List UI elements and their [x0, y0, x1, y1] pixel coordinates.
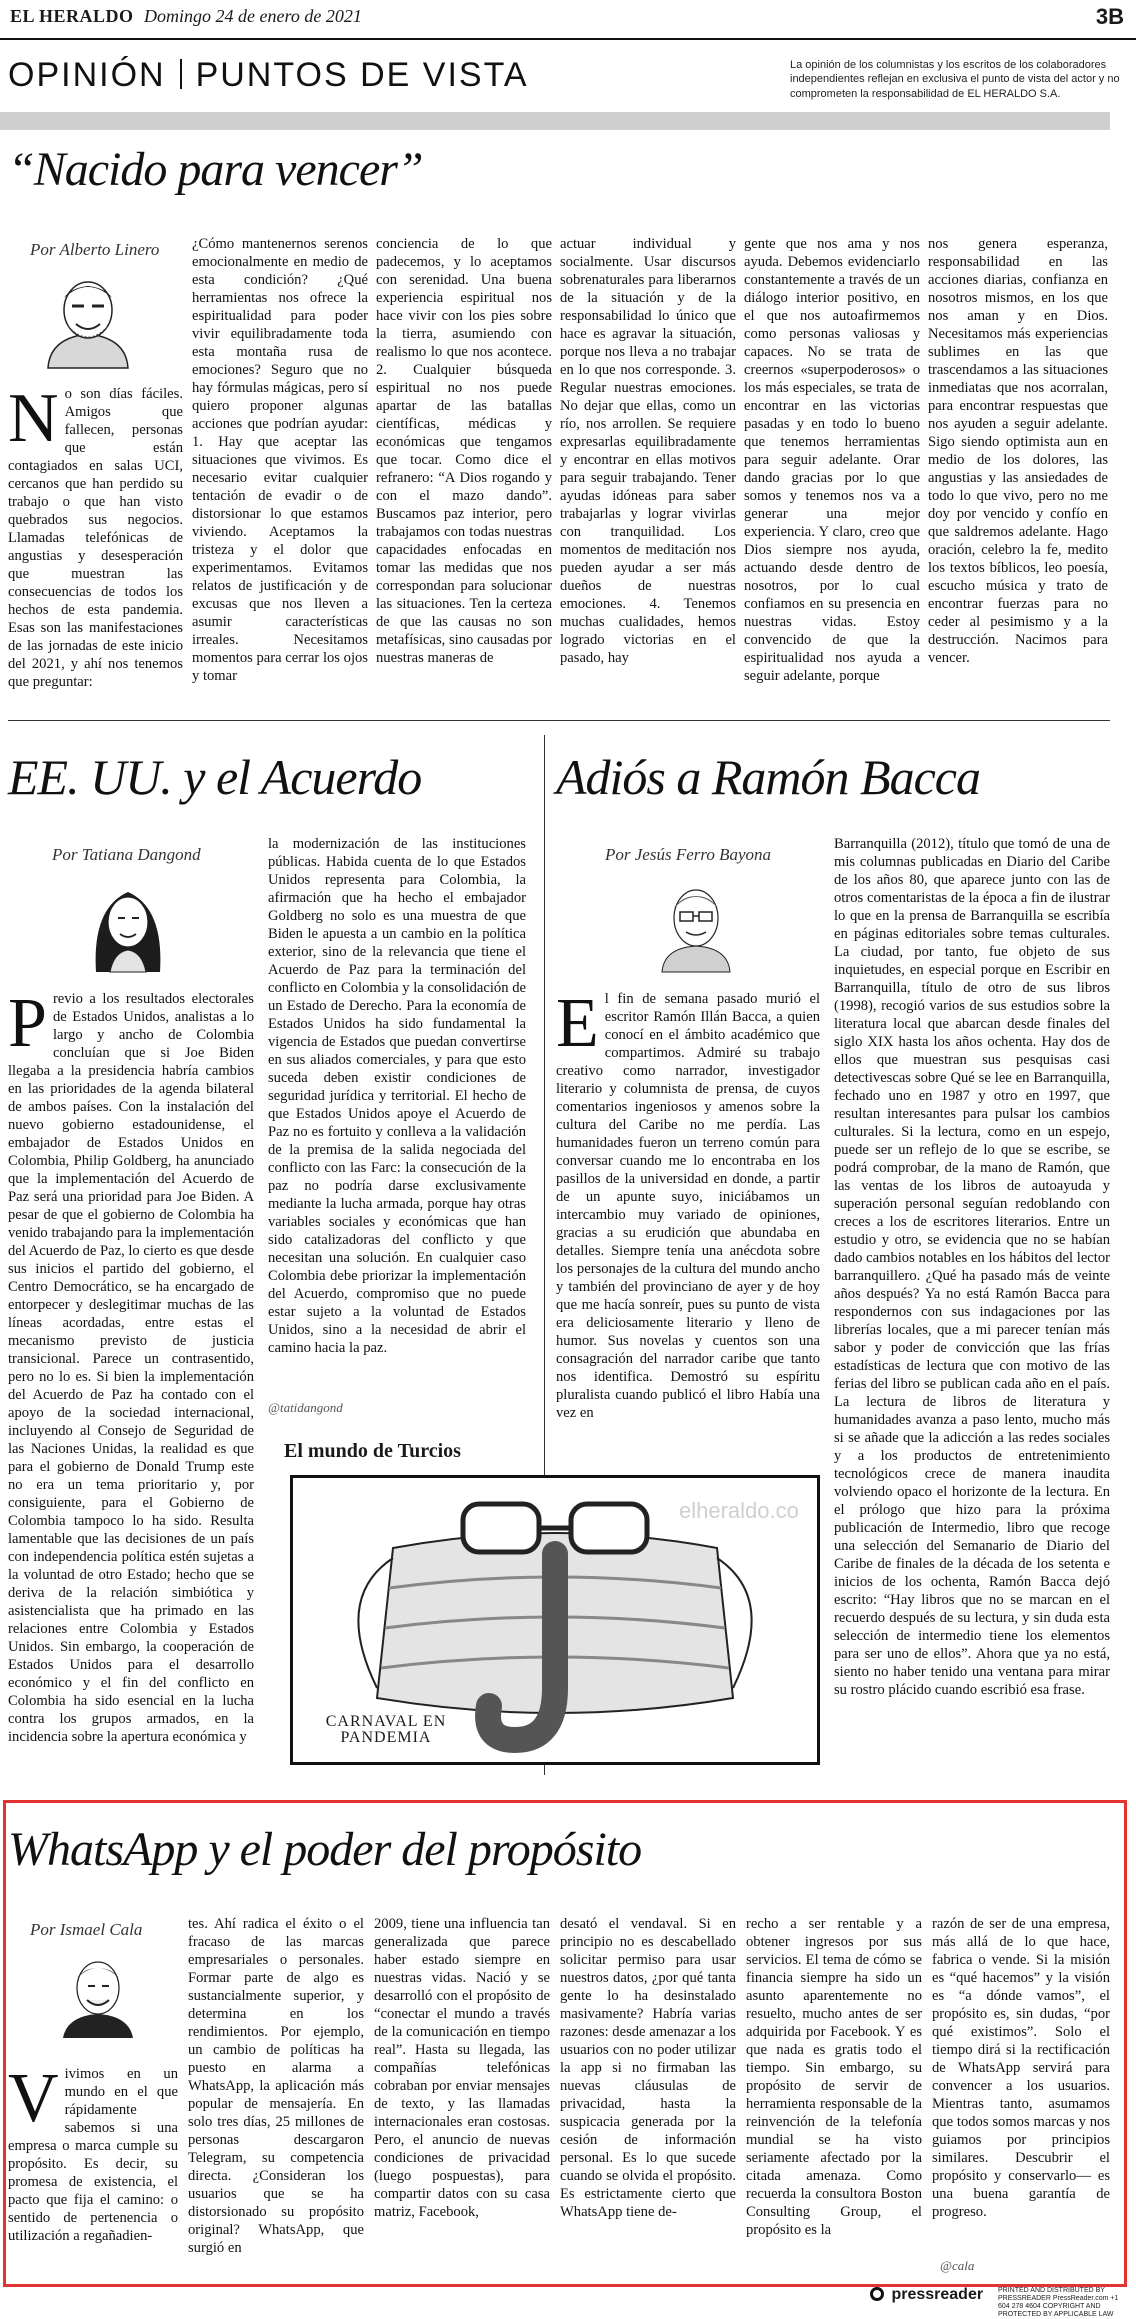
article4-col-5: recho a ser rentable y a obtener ingresos por sus servicios. El tema de cómo se financia siempre ha sido un asunto aparentemente no resuelto, mucho antes de ser adquirida por Facebook. Y es que nada es gratis todo el tiempo. Sin embargo, su propósito de servir de herramienta responsable de la reinvención de la telefonía mundial se ha visto seriamente afectado por la citada amenaza. Como recuerda la consultora Boston Consulting Group, el propósito es la: [746, 1916, 922, 2238]
article4-col-4: desató el vendaval. Si en principio no es descabellado solicitar permiso para usar nuestros datos, ¿por qué tanta gente lo ha desinstalado masivamente? Habría varias razones: desde amenazar a los usuarios con no poder utilizar la app si no firmaban las nuevas cláusulas de privacidad, hasta la suspicacia generada por la cesión de información personal. Es lo que sucede cuando se olvida el propósito. Es estrictamente cierto que WhatsApp tiene de-: [560, 1916, 736, 2220]
divider: [8, 720, 1110, 721]
article4-text: ivimos en un mundo en el que rápidamente sabemos si una empresa o marca cumple su propósito. Es decir, su promesa de existencia, el pacto que fija el camino: o sentido de pertenencia o utilización a regañadien-: [8, 2066, 178, 2244]
article3-col-2: Barranquilla (2012), título que tomó de una de mis columnas publicadas en Diario del Caribe de los años 80, que aparece junto con las de otros comentaristas de la época a fin de ilustrar lo que en la prensa de Barranquilla se escribía en páginas editoriales sobre temas culturales. La ciudad, por tanto, fue objeto de sus inquietudes, en especial porque en Escribir en Barranquilla, título de otro de sus libros (1998), recogió varios de sus estudios sobre la literatura local que abarcan desde finales del siglo XIX hasta los años ochenta. Hay dos de ellos que muestran sus pesquisas casi detectivescas sobre Qué se lee en Barranquilla, fechado uno en 1987 y otro en 1997, que resultan interesantes para pulsar los cambios culturales. Si la lectura, como en un espejo, puede ser un reflejo de lo que se escribe, se podrá comprobar, de la mano de Ramón, que las ventas de los libros de autoayuda y superación personal seguían redoblando con creces a los de escritores literarios. Entre un estudio y otro, se evidencia que no se habían dado cambios notables en los hábitos del lector barranquillero. ¿Qué ha pasado más de veinte años después? Ya no está Ramón Bacca para respondernos con sus indagaciones por las librerías locales, que a mi parecer tenían más sabor y poder de convicción que las frías estadísticas de lectura que con motivo de las ferias del libro se publican cada año en el país. La lectura de libros de literatura y humanidades avanza a paso lento, mucho más si se añade que la adicción a las redes sociales y a los productos de entretenimiento tecnológicos crece de manera inaudita volviendo opaco el horizonte de la lectura. En el prólogo que hizo para la próxima publicación de Intermedio, libro que recoge una selección del Semanario de Diario del Caribe de finales de la década de los setenta e inicios de los ochenta, Ramón Bacca dejó escrito: “Hay libros que no se marcan en el recuerdo después de su lectura, y sin duda esta selección de intermedio tiene los elementos para ser uno de ellos”. Ahora que ya no está, siento no haber tenido una ventana para mirar su rostro plácido cuando escribió esa frase.: [834, 836, 1110, 1698]
author-portrait-ismael-cala: [55, 1948, 141, 2038]
section-divider: [180, 59, 182, 89]
issue-date: Domingo 24 de enero de 2021: [144, 6, 362, 26]
pressreader-logo-icon: [870, 2287, 884, 2301]
article1-col-6: nos genera esperanza, responsabilidad en las acciones diarias, confianza en nosotros mismos, en los que nos aman y en Dios. Necesitamos más experiencias sublimes en las que trascendamos a las situaciones inmediatas que nos acorralan, para encontrar respuestas que nos ayuden a seguir adelante. Sigo siendo optimista aun en medio de los dolores, las angustias y las ansiedades de todo lo que vivo, pero no me doy por vencido y confío en que saldremos adelante. Hago oración, celebro la fe, medito los textos bíblicos, leo poesía, escucho música y trato de encontrar fuerzas para no ceder al pesimismo y a la destrucción. Nacimos para vencer.: [928, 236, 1108, 666]
page-number: 3B: [1095, 4, 1124, 29]
article3-col-1: [556, 985, 820, 1460]
editorial-disclaimer: La opinión de los columnistas y los escritos de los colaboradores independientes reflejan en exclusiva el punto de vista del actor y no comprometen la responsabilidad de EL HERALDO S.A.: [790, 59, 1120, 100]
section-bar: [0, 112, 1110, 130]
article1-col-3: conciencia de lo que padecemos, y lo aceptamos con serenidad. Una buena experiencia espiritual nos hace vivir con los pies sobre la tierra, asumiendo con realismo lo que nos acontece. 2. Cualquier búsqueda espiritual no nos puede apartar de las batallas científicas, médicas y económicas que tengamos que tocar. Como dice el refranero: “A Dios rogando y con el mazo dando”. Buscamos paz interior, pero trabajamos con todas nuestras capacidades enfocadas en tomar las medidas que nos correspondan para solucionar las situaciones. Ten la certeza de que las causas no son metafísicas, sino causadas por nuestras maneras de: [376, 236, 552, 666]
article2-headline: EE. UU. y el Acuerdo: [8, 749, 422, 805]
cartoon-watermark: elheraldo.co: [679, 1498, 799, 1523]
dropcap: V: [8, 2060, 59, 2137]
section-title: [8, 56, 529, 95]
cartoon-frame: [290, 1475, 820, 1765]
article2-byline: Por Tatiana Dangond: [52, 845, 201, 864]
article1-col-5: gente que nos ama y nos ayuda. Debemos evidenciarlo constantemente a través de un diálogo interior positivo, en el que nos autoafirmemos como personas valiosas y capaces. No se trata de creernos «superpoderosos» o los más especiales, se trata de encontrar en las victorias pasadas y en todo lo bueno que tenemos herramientas para seguir adelante. Orar dando gracias por lo que somos y tenemos nos va a generar una mejor experiencia. Y claro, creo que Dios siempre nos ayuda, actuando desde dentro de nosotros, por lo cual confiamos en su presencia en nuestras vidas. Estoy convencido de que la espiritualidad nos ayuda a seguir adelante, porque: [744, 236, 920, 684]
cartoon-title: El mundo de Turcios: [284, 1440, 461, 1462]
article2-col-1: [8, 985, 254, 1760]
article4-byline: Por Ismael Cala: [30, 1920, 143, 1939]
pressreader-brand: pressreader: [891, 2286, 984, 2303]
section-name: OPINIÓN: [8, 56, 166, 94]
dropcap: E: [556, 985, 599, 1062]
article2-col-2: la modernización de las instituciones públicas. Habida cuenta de lo que Estados Unidos representa para Colombia, la afirmación que ha hecho el embajador Goldberg no solo es una muestra de que Biden le apuesta a un cambio en la política exterior, sino de la relevancia que tiene el Acuerdo de Paz para la terminación del conflicto en Colombia y la consolidación de un Estado de Derecho. Para la economía de Estados Unidos ha sido fundamental la vigencia de Estados que puedan convertirse en sus aliados comerciales, y para que esto suceda deben existir condiciones de seguridad jurídica y territorial. El hecho de que Estados Unidos apoye el Acuerdo de Paz no es fortuito y conlleva a la validación de la premisa de la salida negociada del conflicto con las Farc: la consecución de la paz no podría darse exclusivamente mediante la lucha armada, porque hay otras variables sociales y económicas que han sido catalizadoras del conflicto y que necesitan una solución. En cualquier caso Colombia debe priorizar la implementación del Acuerdo, compromiso que no puede estar sujeto a la voluntad de Estados Unidos, sino a la necesidad de abrir el camino hacia la paz.: [268, 836, 526, 1356]
dropcap: P: [8, 985, 47, 1062]
article4-headline: WhatsApp y el poder del propósito: [8, 1823, 642, 1876]
article3-text: l fin de semana pasado murió el escritor Ramón Illán Bacca, a quien conocí en el ámbito académico que compartimos. Admiré su trabajo creativo como narrador, investigador literario y columnista de prensa, de cuyos comentarios ingeniosos y amenos sobre la cultura del Caribe no me perdía. Las humanidades fueron un terreno común para conversar cuando me lo encontraba en los pasillos de la universidad en donde, a partir de un apunte suyo, iniciábamos un intercambio muy variado de opiniones, gracias a su erudición que abundaba en detalles. Siempre tenía una anécdota sobre los personajes de la cultura del mundo ancho y también del provinciano de ayer y de hoy que me hacía sonreír, pues su punto de vista era deliciosamente literario y lleno de humor. Sus novelas y cuentos son una consagración del narrador caribe que tanto nos identifica. Demostró su espíritu pluralista cuando publicó el libro Había una vez en: [556, 991, 820, 1421]
article4-col-1: [8, 2060, 178, 2270]
article3-byline: Por Jesús Ferro Bayona: [605, 845, 772, 864]
article1-col-2: ¿Cómo mantenernos serenos emocionalmente en medio de esta condición? ¿Qué herramientas nos ofrece la espiritualidad para poder vivir equilibradamente toda esta montaña rusa de emociones? Seguro que no hay fórmulas mágicas, pero sí quiero proponer algunas acciones que podrían ayudar: 1. Hay que aceptar las situaciones que vivimos. Es necesario evitar cualquier tentación de evadir o de distorsionar lo que estamos viviendo. Aceptamos la tristeza y el dolor que experimentamos. Evitamos relatos de justificación y de excusas que nos lleven a asumir características irreales. Necesitamos momentos para cerrar los ojos y tomar: [192, 236, 368, 684]
article4-col-6: razón de ser de una empresa, más allá de lo que hace, fabrica o vende. Si la misión es “qué hacemos” y la visión es “a dónde vamos”, el propósito es, sin dudas, “por qué existimos”. Solo el tiempo dirá si la rectificación de WhatsApp servirá para convencer a los usuarios. Mientras tanto, asumamos que todos somos marcas y nos guiamos por principios similares. Descubrir el propósito y conservarlo— es una buena garantía de progreso.: [932, 1916, 1110, 2220]
article4-handle: @cala: [940, 2258, 975, 2273]
cartoon-caption: CARNAVAL EN PANDEMIA: [325, 1713, 447, 1746]
author-portrait-jesus-ferro-bayona: [650, 872, 742, 972]
article1-text: o son días fáciles. Amigos que fallecen, personas que están contagiados en salas UCI, cercanos que han perdido su trabajo o que han visto quebrados sus negocios. Llamadas telefónicas de angustias y desesperación que muestran las consecuencias de todos los hechos de esta pandemia. Esas son las manifestaciones de las jornadas de este inicio del 2021, y ahí nos tenemos que preguntar:: [8, 386, 183, 690]
article1-headline: “Nacido para vencer”: [8, 143, 423, 196]
author-portrait-alberto-linero: [40, 268, 136, 368]
subsection-name: PUNTOS DE VISTA: [195, 56, 529, 94]
article2-text: revio a los resultados electorales de Estados Unidos, analistas a lo largo y ancho de Colombia concluían que si Joe Biden llegaba a la presidencia habría cambios en las prioridades de la agenda bilateral de ambos países. Con la instalación del nuevo gobierno estadounidense, el embajador de Estados Unidos en Colombia, Philip Goldberg, ha anunciado que la implementación del Acuerdo de Paz será una prioridad para Joe Biden. A pesar de que el gobierno de Colombia ha venido trabajando para la implementación del Acuerdo de Paz, lo cierto es que desde sus inicios el partido del gobierno, el Centro Democrático, se ha encargado de entorpecer y deslegitimar muchas de las líneas acordadas, entre estas el mecanismo previsto de justicia transicional. Parece un contrasentido, pero no lo es. Si bien la implementación del Acuerdo de Paz ha contado con el apoyo de la sociedad internacional, incluyendo al Consejo de Seguridad de las Naciones Unidas, la realidad es que para el gobierno de Donald Trump este no era un tema prioritario y, por consiguiente, para el Gobierno de Colombia tampoco lo ha sido. Resulta lamentable que las decisiones de un país con independencia política estén sujetas a la voluntad de otro Estado; hecho que se deriva de la relación simbiótica y asistencialista que ha primado en las relaciones entre Colombia y Estados Unidos. Sin embargo, la cooperación de Estados Unidos para el desarrollo económico y el fin del conflicto en Colombia ha sido esencial en la lucha contra los grupos armados, en la incidencia sobre la apertura económica y: [8, 991, 254, 1745]
article1-byline: Por Alberto Linero: [30, 240, 160, 259]
pressreader-fineprint: PRINTED AND DISTRIBUTED BY PRESSREADER PressReader.com +1 604 278 4604 COPYRIGHT AND PROTECTED BY APPLICABLE LAW: [998, 2287, 1119, 2318]
dropcap: N: [8, 380, 59, 457]
article1-col-1: [8, 380, 183, 695]
article4-col-3: 2009, tiene una influencia tan generalizada que parece haber estado siempre en nuestras vidas. Nació y se desarrolló con el propósito de “conectar el mundo a través de la comunicación en tiempo real”. Hasta su llegada, las compañías telefónicas cobraban por enviar mensajes de texto, y las llamadas internacionales eran costosas. Pero, el anuncio de nuevas condiciones de privacidad (luego pospuestas), para compartir datos con su casa matriz, Facebook,: [374, 1916, 550, 2220]
article2-handle: @tatidangond: [268, 1400, 343, 1415]
pressreader-footer[interactable]: [870, 2286, 1132, 2318]
article1-col-4: actuar individual y socialmente. Usar discursos sobrenaturales para liberarnos de la situación y de la responsabilidad lo único que hace es agravar la situación, porque nos lleva a no trabajar en lo que nos corresponde. 3. Regular nuestras emociones. No dejar que ellas, como un río, nos arrollen. Se requiere expresarlas equilibradamente y encontrar en ellas motivos para seguir trabajando. Tener ayudas idóneas para saber trabajarlas y lograr vivirlas con tranquilidad. Los momentos de meditación nos pueden ayudar a ser más dueños de nuestras emociones. 4. Tenemos muchas cualidades, hemos logrado victorias en el pasado, hay: [560, 236, 736, 666]
newspaper-name: EL HERALDO: [10, 6, 134, 26]
author-portrait-tatiana-dangond: [82, 872, 174, 972]
masthead: [0, 0, 1136, 40]
article3-headline: Adiós a Ramón Bacca: [556, 749, 980, 805]
article4-col-2: tes. Ahí radica el éxito o el fracaso de las marcas empresariales o personales. Formar parte de algo es sustancialmente superior, y determina en los rendimientos. Por ejemplo, un cambio de políticas ha puesto en alarma a WhatsApp, la aplicación más popular de mensajería. En solo tres días, 25 millones de personas descargaron Telegram, su competencia directa. ¿Consideran los usuarios que se ha distorsionado su propósito original? WhatsApp, que surgió en: [188, 1916, 364, 2256]
